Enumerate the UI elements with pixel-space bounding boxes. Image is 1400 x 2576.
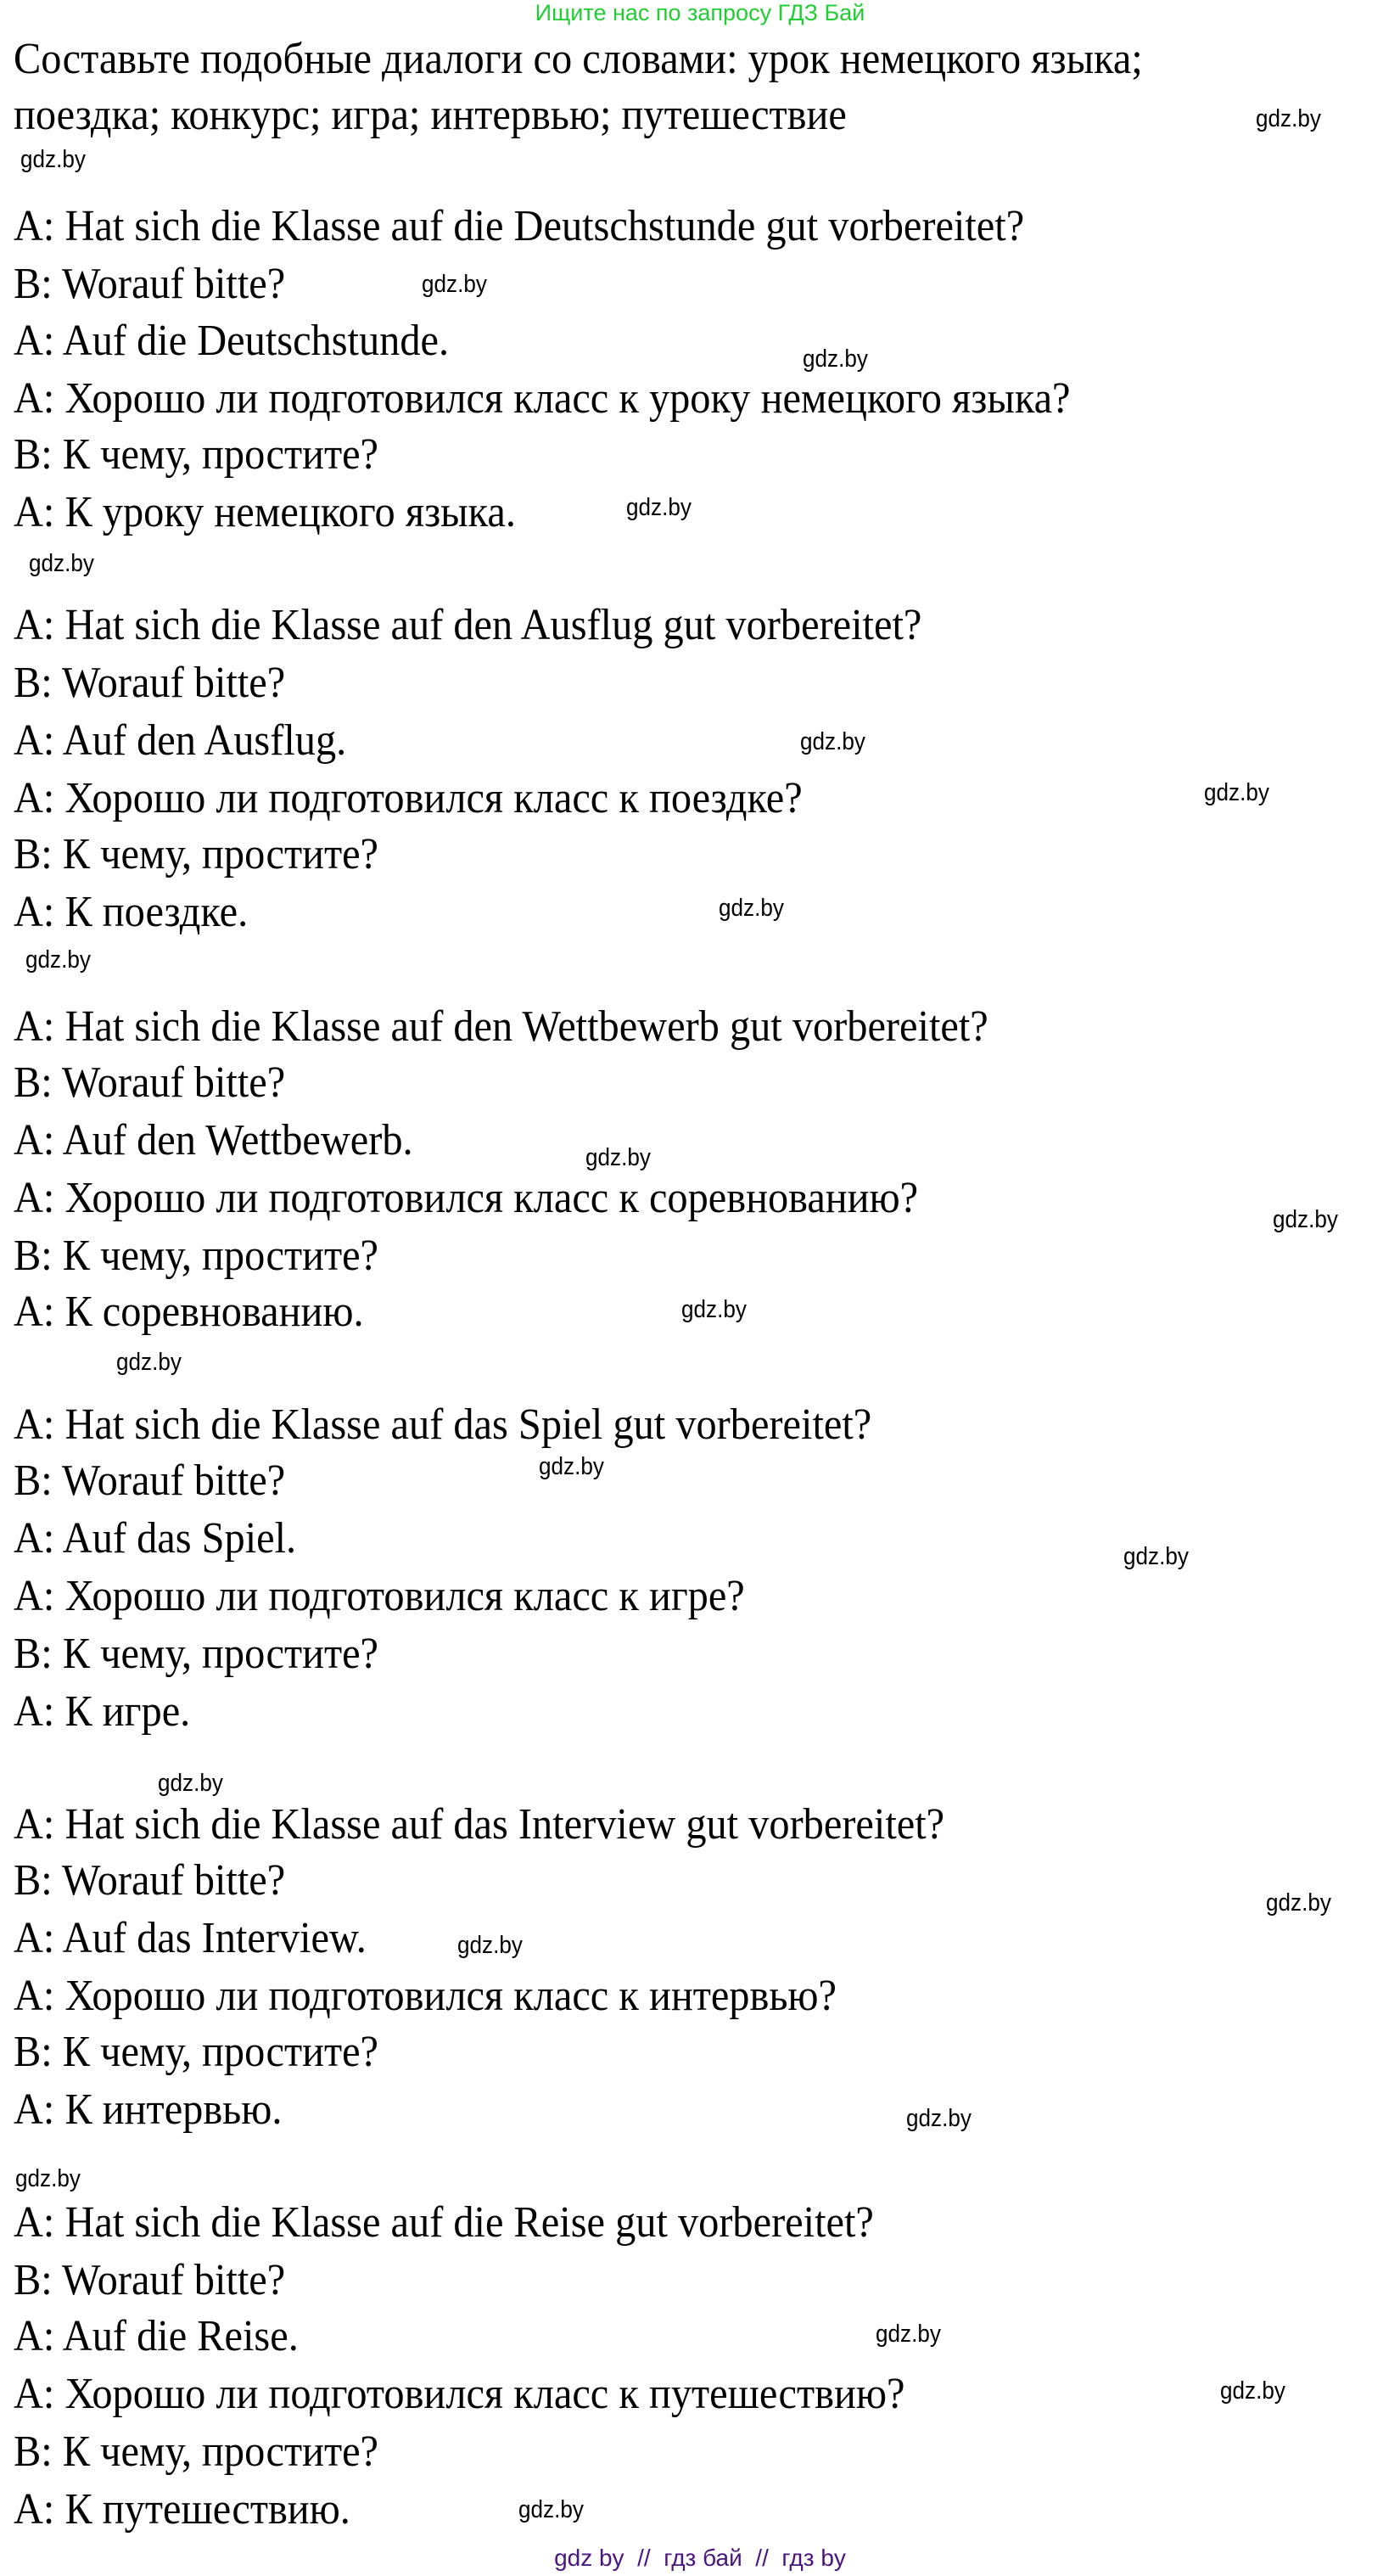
watermark: gdz.by [585, 1144, 651, 1171]
dialogue-line: A: Хорошо ли подготовился класс к интервью? [14, 1972, 837, 2020]
dialogue-line: A: Хорошо ли подготовился класс к путешествию? [14, 2370, 905, 2418]
dialogue-line: A: К путешествию. [14, 2485, 350, 2534]
watermark: gdz.by [116, 1349, 182, 1376]
dialogue-line: A: К соревнованию. [14, 1288, 364, 1336]
watermark: gdz.by [457, 1932, 523, 1959]
dialogue-line: A: Hat sich die Klasse auf die Deutschstunde gut vorbereitet? [14, 202, 1025, 250]
watermark: gdz.by [1273, 1206, 1338, 1233]
watermark: gdz.by [20, 146, 86, 173]
dialogue-line: B: Worauf bitte? [14, 1856, 286, 1905]
watermark: gdz.by [681, 1296, 747, 1323]
dialogue-line: A: К уроку немецкого языка. [14, 488, 516, 536]
watermark: gdz.by [158, 1770, 223, 1797]
watermark: gdz.by [626, 494, 692, 521]
watermark: gdz.by [876, 2321, 941, 2348]
watermark: gdz.by [1123, 1543, 1189, 1570]
watermark: gdz.by [1220, 2377, 1285, 2405]
dialogue-line: A: Хорошо ли подготовился класс к соревнованию? [14, 1174, 919, 1222]
watermark: gdz.by [422, 271, 487, 298]
task-title-line-1: Составьте подобные диалоги со словами: урок немецкого языка; [14, 35, 1143, 83]
watermark: gdz.by [719, 895, 784, 922]
dialogue-line: A: Hat sich die Klasse auf das Interview gut vorbereitet? [14, 1800, 945, 1849]
dialogue-line: A: Auf die Deutschstunde. [14, 317, 450, 365]
watermark: gdz.by [1256, 105, 1321, 132]
dialogue-line: A: Хорошо ли подготовился класс к поездке? [14, 774, 803, 822]
watermark: gdz.by [1266, 1889, 1331, 1917]
dialogue-line: B: К чему, простите? [14, 1630, 379, 1678]
dialogue-line: A: Hat sich die Klasse auf den Ausflug gut vorbereitet? [14, 601, 922, 649]
search-hint-banner: Ищите нас по запросу ГДЗ Бай [535, 0, 865, 25]
dialogue-line: A: К игре. [14, 1687, 191, 1736]
watermark: gdz.by [803, 345, 868, 373]
watermark: gdz.by [1204, 779, 1269, 806]
dialogue-line: B: Worauf bitte? [14, 659, 286, 707]
dialogue-line: A: Auf den Wettbewerb. [14, 1116, 413, 1165]
watermark: gdz.by [539, 1453, 604, 1480]
dialogue-line: B: К чему, простите? [14, 830, 379, 878]
dialogue-line: B: К чему, простите? [14, 430, 379, 479]
watermark: gdz.by [518, 2496, 584, 2523]
task-title-line-2: поездка; конкурс; игра; интервью; путешествие [14, 91, 847, 139]
watermark: gdz.by [906, 2105, 972, 2132]
watermark: gdz.by [29, 550, 94, 577]
dialogue-line: B: К чему, простите? [14, 1232, 379, 1280]
dialogue-line: A: Auf die Reise. [14, 2312, 299, 2360]
dialogue-line: A: К интервью. [14, 2085, 283, 2134]
watermark: gdz.by [800, 728, 865, 755]
dialogue-line: A: Hat sich die Klasse auf das Spiel gut vorbereitet? [14, 1400, 872, 1449]
dialogue-line: B: Worauf bitte? [14, 1456, 286, 1505]
footer-site-links: gdz by // гдз бай // гдз by [554, 2545, 846, 2571]
dialogue-line: B: Worauf bitte? [14, 2256, 286, 2304]
dialogue-line: B: К чему, простите? [14, 2427, 379, 2476]
watermark: gdz.by [25, 946, 91, 974]
dialogue-line: A: Хорошо ли подготовился класс к игре? [14, 1572, 745, 1620]
dialogue-line: A: К поездке. [14, 888, 249, 936]
dialogue-line: A: Auf den Ausflug. [14, 716, 347, 765]
dialogue-line: B: К чему, простите? [14, 2028, 379, 2076]
dialogue-line: A: Auf das Spiel. [14, 1514, 297, 1563]
dialogue-line: B: Worauf bitte? [14, 260, 286, 308]
dialogue-line: A: Hat sich die Klasse auf den Wettbewerb gut vorbereitet? [14, 1002, 988, 1051]
dialogue-line: B: Worauf bitte? [14, 1058, 286, 1107]
watermark: gdz.by [15, 2165, 81, 2192]
dialogue-line: A: Хорошо ли подготовился класс к уроку немецкого языка? [14, 374, 1071, 423]
dialogue-line: A: Hat sich die Klasse auf die Reise gut vorbereitet? [14, 2198, 874, 2247]
dialogue-line: A: Auf das Interview. [14, 1914, 367, 1962]
